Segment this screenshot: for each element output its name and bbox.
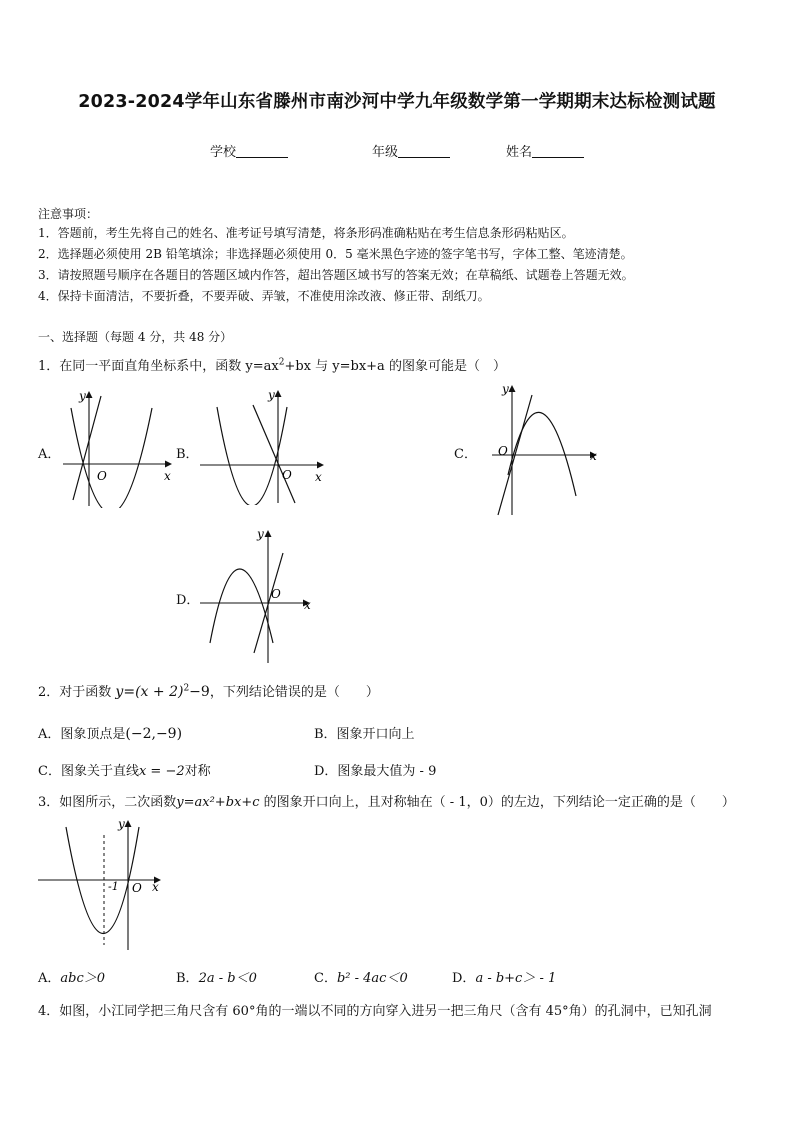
q1d-y-label: y — [257, 527, 264, 541]
q3-graph — [36, 815, 166, 955]
notice-item-1: 1．答题前，考生先将自己的姓名、准考证号填写清楚，将条形码准确粘贴在考生信息条形码粘贴区。 — [38, 226, 574, 240]
name-label: 姓名 — [506, 145, 533, 160]
exam-title: 2023-2024学年山东省滕州市南沙河中学九年级数学第一学期期末达标检测试题 — [78, 92, 716, 112]
name-blank — [532, 144, 584, 158]
q1c-origin-label: O — [498, 444, 508, 458]
q1d-x-label: x — [304, 598, 311, 612]
notice-item-3: 3．请按照题号顺序在各题目的答题区域内作答，超出答题区域书写的答案无效；在草稿纸、试题卷上答题无效。 — [38, 268, 634, 282]
q1-option-b-label: B． — [176, 447, 199, 462]
q3-option-a-value: abc＞0 — [60, 971, 106, 986]
q1b-origin-label: O — [282, 468, 292, 482]
q3-option-d-label: D． — [452, 971, 476, 986]
q3-option-c-value: b² - 4ac＜0 — [336, 971, 408, 986]
q1-option-d-label: D． — [176, 593, 200, 608]
grade-field — [372, 141, 450, 160]
q2-option-a — [38, 723, 182, 742]
q3-option-c-label: C． — [314, 971, 337, 986]
q2-option-c — [38, 760, 211, 779]
q3-stem-a: 3．如图所示，二次函数 — [38, 795, 177, 810]
q1b-y-label: y — [268, 388, 275, 402]
q2-option-d: D．图象最大值为 - 9 — [314, 764, 437, 779]
q1c-y-label: y — [502, 382, 509, 396]
q1b-x-label: x — [315, 470, 322, 484]
q2-stem-b: ，下列结论错误的是（ ） — [209, 685, 379, 700]
notice-heading: 注意事项： — [38, 207, 99, 221]
q2-option-b: B．图象开口向上 — [314, 727, 415, 742]
q3-option-d-value: a - b+c＞ - 1 — [475, 971, 557, 986]
q1-stem-prefix: 1．在同一平面直角坐标系中，函数 y=ax — [38, 359, 279, 374]
q1c-x-label: x — [590, 449, 597, 463]
school-label: 学校 — [210, 145, 237, 160]
q2-option-c-label: C．图象关于直线 — [38, 764, 139, 779]
section-heading: 一、选择题（每题 4 分，共 48 分） — [38, 330, 233, 344]
q2-formula-y: y — [115, 684, 124, 700]
q3-origin-label: O — [132, 881, 142, 895]
q3-option-d — [452, 967, 556, 986]
q3-option-b-label: B． — [176, 971, 199, 986]
q3-x-label: x — [152, 880, 159, 894]
q2-formula-paren: (x + 2) — [135, 684, 184, 700]
q2-option-a-label: A．图象顶点是 — [38, 727, 126, 742]
q2-stem-a: 2．对于函数 — [38, 685, 112, 700]
q1-sup: 2 — [278, 357, 285, 368]
q3-option-b-value: 2a - b＜0 — [198, 971, 257, 986]
q1-graph-d — [198, 525, 323, 665]
q1-option-a-label: A． — [38, 447, 61, 462]
q1-option-c-label: C． — [454, 447, 477, 462]
question-2-stem — [38, 681, 379, 700]
q1-graph-b — [195, 385, 330, 505]
q3-option-c — [314, 967, 408, 986]
q3-y-label: y — [118, 817, 125, 831]
q2-formula-eq: = — [123, 684, 136, 700]
question-3-stem — [38, 791, 735, 810]
q1a-origin-label: O — [97, 469, 107, 483]
name-field — [506, 141, 584, 160]
q3-option-b — [176, 967, 257, 986]
notice-item-4: 4．保持卡面清洁，不要折叠，不要弄破、弄皱，不准使用涂改液、修正带、刮纸刀。 — [38, 289, 490, 303]
q1-graph-c — [490, 380, 605, 520]
q2-option-c-suffix: 对称 — [184, 764, 211, 779]
question-1-stem — [38, 355, 506, 374]
q1-stem-suffix: +bx 与 y=bx+a 的图象可能是（ ） — [284, 359, 506, 374]
q2-formula-exp: 2 — [183, 683, 190, 694]
q1-graph-a — [55, 388, 180, 508]
q1a-x-label: x — [164, 469, 171, 483]
q3-stem-b: 的图象开口向上，且对称轴在（ - 1，0）的左边，下列结论一定正确的是（ ） — [263, 795, 735, 810]
q2-option-a-value: (−2,−9) — [125, 726, 183, 742]
q1d-origin-label: O — [271, 587, 281, 601]
q3-option-a — [38, 967, 105, 986]
school-blank — [236, 144, 288, 158]
q2-formula-tail: −9 — [189, 684, 210, 700]
q2-option-c-value: x = −2 — [138, 764, 185, 779]
q3-formula: y=ax²+bx+c — [176, 795, 260, 810]
q3-neg-one-label: -1 — [108, 880, 119, 893]
grade-label: 年级 — [372, 145, 399, 160]
q3-option-a-label: A． — [38, 971, 61, 986]
q1a-y-label: y — [79, 389, 86, 403]
question-4-stem: 4．如图，小江同学把三角尺含有 60°角的一端以不同的方向穿入进另一把三角尺（含有 45°角）的孔洞中，已知孔洞 — [38, 1004, 712, 1019]
school-field — [210, 141, 288, 160]
grade-blank — [398, 144, 450, 158]
notice-item-2: 2．选择题必须使用 2B 铅笔填涂；非选择题必须使用 0．5 毫米黑色字迹的签字笔书写，字体工整、笔迹清楚。 — [38, 247, 633, 261]
